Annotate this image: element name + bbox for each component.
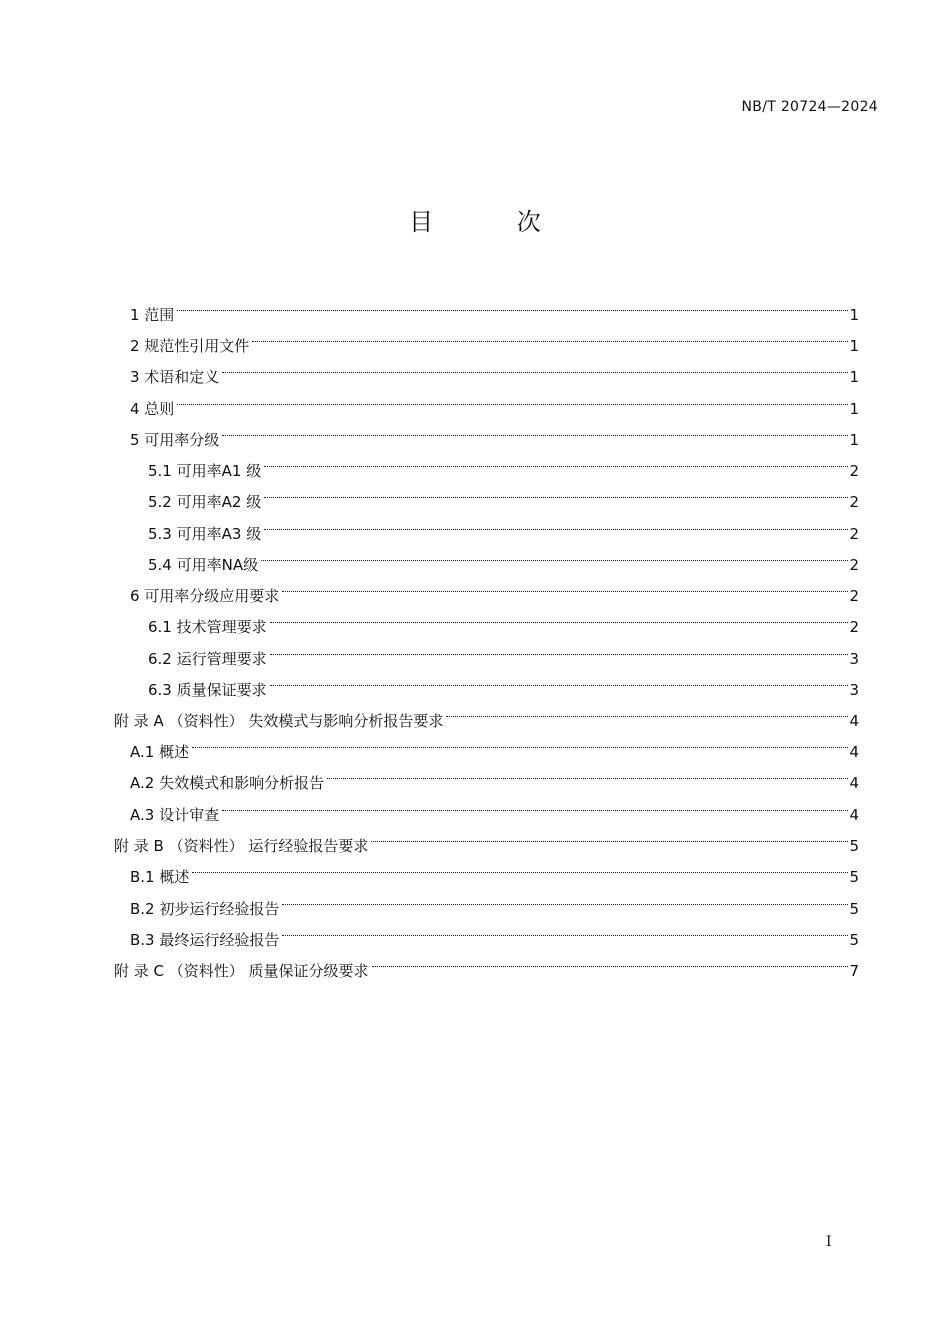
toc-entry-page: 3: [849, 650, 859, 668]
document-code: NB/T 20724—2024: [741, 99, 878, 115]
page-number: I: [826, 1234, 832, 1250]
toc-leader: [282, 914, 848, 945]
toc-leader: [371, 820, 848, 851]
toc-entry-page: 3: [849, 681, 859, 699]
toc-entry-label: A.3 设计审查: [130, 806, 220, 824]
toc-entry-label: 5.4 可用率NA级: [148, 556, 259, 574]
toc-leader: [222, 789, 848, 820]
toc-leader: [192, 851, 848, 882]
toc-entry-label: 6.1 技术管理要求: [148, 618, 267, 636]
toc-entry-page: 2: [849, 587, 859, 605]
toc-entry-label: 附 录 C （资料性） 质量保证分级要求: [114, 962, 369, 980]
toc-entry[interactable]: [130, 883, 859, 918]
toc-entry-page: 2: [849, 462, 859, 480]
toc-leader: [222, 351, 848, 382]
toc-entry-label: 6.3 质量保证要求: [148, 681, 267, 699]
toc-leader: [252, 320, 848, 351]
toc-entry-page: 5: [849, 868, 859, 886]
toc-leader: [372, 945, 849, 976]
toc-entry-label: 1 范围: [130, 306, 175, 324]
toc-entry-label: 4 总则: [130, 400, 175, 418]
toc-entry-appendix[interactable]: [114, 945, 859, 980]
toc-entry-label: A.2 失效模式和影响分析报告: [130, 774, 325, 792]
toc-entry-page: 4: [849, 774, 859, 792]
toc-entry-label: 3 术语和定义: [130, 368, 220, 386]
toc-entry-page: 1: [849, 368, 859, 386]
toc-entry-page: 7: [849, 962, 859, 980]
toc-entry[interactable]: [130, 383, 859, 418]
toc-entry-appendix[interactable]: [114, 695, 859, 730]
toc-leader: [270, 601, 849, 632]
toc-entry[interactable]: [130, 289, 859, 324]
toc-entry-page: 5: [849, 837, 859, 855]
toc-leader: [282, 570, 848, 601]
toc-entry[interactable]: [148, 539, 859, 574]
toc-entry[interactable]: [130, 789, 859, 824]
toc-entry-page: 2: [849, 525, 859, 543]
toc-entry-label: B.2 初步运行经验报告: [130, 900, 280, 918]
toc-entry[interactable]: [130, 351, 859, 386]
toc-entry-page: 2: [849, 618, 859, 636]
toc-entry[interactable]: [130, 851, 859, 886]
toc-entry-label: 5.2 可用率A2 级: [148, 493, 262, 511]
toc-entry[interactable]: [130, 414, 859, 449]
toc-entry-label: A.1 概述: [130, 743, 190, 761]
toc-entry-label: 5.1 可用率A1 级: [148, 462, 262, 480]
toc-entry[interactable]: [148, 633, 859, 668]
toc-entry-label: 2 规范性引用文件: [130, 337, 250, 355]
toc-entry-label: 6.2 运行管理要求: [148, 650, 267, 668]
toc-entry-page: 2: [849, 556, 859, 574]
toc-leader: [264, 445, 848, 476]
page-title: 目 次: [409, 208, 579, 236]
toc-leader: [222, 414, 848, 445]
toc-entry-appendix[interactable]: [114, 820, 859, 855]
toc-entry-label: B.1 概述: [130, 868, 190, 886]
toc-leader: [270, 664, 849, 695]
toc-entry[interactable]: [130, 914, 859, 949]
toc-entry-label: 5.3 可用率A3 级: [148, 525, 262, 543]
toc-entry[interactable]: [148, 664, 859, 699]
toc-entry[interactable]: [130, 757, 859, 792]
toc-leader: [261, 539, 848, 570]
toc-leader: [192, 726, 848, 757]
toc-entry-label: 5 可用率分级: [130, 431, 220, 449]
toc-leader: [282, 883, 848, 914]
toc-entry-page: 2: [849, 493, 859, 511]
toc-entry-page: 5: [849, 900, 859, 918]
toc-leader: [177, 383, 848, 414]
toc-entry-label: 6 可用率分级应用要求: [130, 587, 280, 605]
toc-leader: [270, 633, 849, 664]
toc-entry[interactable]: [148, 601, 859, 636]
toc-entry[interactable]: [148, 508, 859, 543]
toc-entry[interactable]: [148, 445, 859, 480]
toc-entry-page: 4: [849, 806, 859, 824]
toc-entry[interactable]: [130, 726, 859, 761]
toc-entry[interactable]: [130, 570, 859, 605]
toc-entry-label: B.3 最终运行经验报告: [130, 931, 280, 949]
toc-entry-page: 5: [849, 931, 859, 949]
toc-leader: [446, 695, 848, 726]
toc-leader: [177, 289, 848, 320]
toc-entry-label: 附 录 B （资料性） 运行经验报告要求: [114, 837, 369, 855]
toc-entry-page: 1: [849, 337, 859, 355]
toc-entry-page: 4: [849, 712, 859, 730]
toc-entry[interactable]: [148, 476, 859, 511]
toc-entry-page: 1: [849, 431, 859, 449]
toc-leader: [264, 508, 848, 539]
toc-entry-label: 附 录 A （资料性） 失效模式与影响分析报告要求: [114, 712, 444, 730]
toc-leader: [264, 476, 848, 507]
toc-entry-page: 1: [849, 306, 859, 324]
toc-entry-page: 1: [849, 400, 859, 418]
toc-entry[interactable]: [130, 320, 859, 355]
toc-leader: [327, 757, 848, 788]
toc-entry-page: 4: [849, 743, 859, 761]
